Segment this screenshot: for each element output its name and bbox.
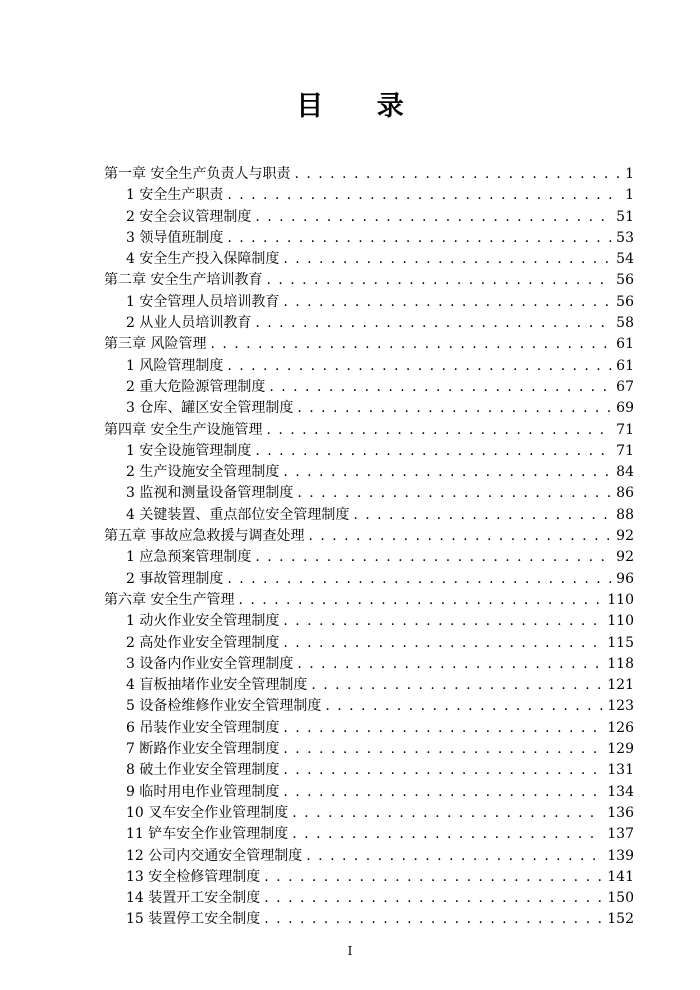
dot-leader: [227, 185, 620, 206]
dot-leader: [255, 313, 612, 334]
toc-item-row[interactable]: [104, 846, 634, 867]
toc-page-number: 118: [607, 655, 634, 672]
toc-entry-text: 4 安全生产投入保障制度: [126, 251, 280, 268]
toc-page-number: 134: [607, 783, 634, 800]
toc-page-number: 58: [616, 315, 634, 332]
dot-leader: [297, 654, 603, 675]
toc-page-number: 126: [607, 719, 634, 736]
toc-entry-text: 第五章 事故应急救援与调查处理: [104, 528, 305, 545]
toc-item-row[interactable]: [104, 356, 634, 377]
toc-page-number: 53: [616, 229, 634, 246]
toc-entry-text: 7 断路作业安全管理制度: [126, 741, 280, 758]
toc-item-row[interactable]: [104, 909, 634, 930]
toc-page-number: 131: [607, 762, 634, 779]
toc-page-number: 1: [625, 187, 634, 204]
toc-item-row[interactable]: [104, 207, 634, 228]
toc-page-number: 61: [616, 336, 634, 353]
toc-entry-text: 第二章 安全生产培训教育: [104, 272, 263, 289]
dot-leader: [294, 164, 620, 185]
dot-leader: [266, 270, 612, 291]
toc-page-number: 51: [616, 208, 634, 225]
toc-chapter-row[interactable]: [104, 590, 634, 611]
dot-leader: [292, 803, 603, 824]
dot-leader: [297, 398, 612, 419]
toc-page-number: 56: [616, 272, 634, 289]
toc-item-row[interactable]: [104, 675, 634, 696]
toc-item-row[interactable]: [104, 569, 634, 590]
toc-item-row[interactable]: [104, 249, 634, 270]
toc-entry-text: 2 生产设施安全管理制度: [126, 464, 280, 481]
dot-leader: [269, 377, 612, 398]
dot-leader: [306, 846, 603, 867]
dot-leader: [227, 356, 612, 377]
page-number-footer: I: [347, 944, 353, 958]
toc-item-row[interactable]: [104, 547, 634, 568]
toc-page-number: 110: [607, 613, 634, 630]
dot-leader: [283, 633, 603, 654]
toc-entry-text: 1 动火作业安全管理制度: [126, 613, 280, 630]
toc-page-number: 54: [616, 251, 634, 268]
page-title: 目 录: [296, 91, 426, 122]
toc-item-row[interactable]: [104, 462, 634, 483]
toc-entry-text: 2 高处作业安全管理制度: [126, 634, 280, 651]
toc-entry-text: 2 安全会议管理制度: [126, 208, 252, 225]
toc-entry-text: 1 安全生产职责: [126, 187, 224, 204]
toc-chapter-row[interactable]: [104, 334, 634, 355]
toc-page-number: 115: [607, 634, 634, 651]
toc-entry-text: 14 装置开工安全制度: [126, 890, 261, 907]
toc-page-number: 56: [616, 293, 634, 310]
toc-page-number: 121: [607, 677, 634, 694]
toc-entry-text: 4 盲板抽堵作业安全管理制度: [126, 677, 308, 694]
toc-page-number: 96: [616, 570, 634, 587]
toc-item-row[interactable]: [104, 824, 634, 845]
toc-page-number: 71: [616, 442, 634, 459]
dot-leader: [255, 441, 612, 462]
toc-page-number: 71: [616, 421, 634, 438]
dot-leader: [283, 249, 612, 270]
toc-page-number: 84: [616, 464, 634, 481]
dot-leader: [283, 782, 603, 803]
table-of-contents: [104, 164, 634, 931]
toc-item-row[interactable]: [104, 398, 634, 419]
toc-entry-text: 1 风险管理制度: [126, 357, 224, 374]
toc-item-row[interactable]: [104, 888, 634, 909]
toc-entry-text: 2 重大危险源管理制度: [126, 378, 266, 395]
toc-page-number: 88: [616, 506, 634, 523]
toc-entry-text: 第四章 安全生产设施管理: [104, 421, 263, 438]
toc-item-row[interactable]: [104, 611, 634, 632]
dot-leader: [264, 888, 603, 909]
toc-entry-text: 1 安全管理人员培训教育: [126, 293, 280, 310]
toc-item-row[interactable]: [104, 760, 634, 781]
toc-entry-text: 12 公司内交通安全管理制度: [126, 847, 303, 864]
toc-entry-text: 3 设备内作业安全管理制度: [126, 655, 294, 672]
toc-page-number: 61: [616, 357, 634, 374]
toc-item-row[interactable]: [104, 633, 634, 654]
toc-page-number: 136: [607, 804, 634, 821]
toc-page-number: 129: [607, 741, 634, 758]
dot-leader: [266, 420, 612, 441]
toc-entry-text: 3 领导值班制度: [126, 229, 224, 246]
toc-entry-text: 4 关键装置、重点部位安全管理制度: [126, 506, 350, 523]
toc-page-number: 152: [607, 911, 634, 928]
toc-entry-text: 3 仓库、罐区安全管理制度: [126, 400, 294, 417]
dot-leader: [227, 569, 612, 590]
dot-leader: [264, 909, 603, 930]
toc-chapter-row[interactable]: [104, 270, 634, 291]
toc-entry-text: 11 铲车安全作业管理制度: [126, 826, 289, 843]
toc-chapter-row[interactable]: [104, 526, 634, 547]
toc-entry-text: 15 装置停工安全制度: [126, 911, 261, 928]
dot-leader: [283, 611, 603, 632]
toc-item-row[interactable]: [104, 292, 634, 313]
toc-page-number: 139: [607, 847, 634, 864]
toc-entry-text: 2 从业人员培训教育: [126, 315, 252, 332]
toc-entry-text: 第六章 安全生产管理: [104, 591, 235, 608]
toc-entry-text: 13 安全检修管理制度: [126, 868, 261, 885]
toc-item-row[interactable]: [104, 654, 634, 675]
toc-page-number: 92: [616, 549, 634, 566]
toc-item-row[interactable]: [104, 867, 634, 888]
toc-page-number: 86: [616, 485, 634, 502]
toc-page-number: 69: [616, 400, 634, 417]
dot-leader: [283, 718, 603, 739]
dot-leader: [283, 739, 603, 760]
toc-entry-text: 8 破土作业安全管理制度: [126, 762, 280, 779]
dot-leader: [325, 696, 603, 717]
dot-leader: [292, 824, 603, 845]
toc-page-number: 110: [607, 591, 634, 608]
toc-page-number: 123: [607, 698, 634, 715]
dot-leader: [311, 675, 603, 696]
toc-entry-text: 1 应急预案管理制度: [126, 549, 252, 566]
toc-item-row[interactable]: [104, 483, 634, 504]
toc-entry-text: 3 监视和测量设备管理制度: [126, 485, 294, 502]
toc-item-row[interactable]: [104, 185, 634, 206]
toc-item-row[interactable]: [104, 228, 634, 249]
toc-entry-text: 第一章 安全生产负责人与职责: [104, 166, 291, 182]
toc-page-number: 141: [607, 868, 634, 885]
toc-entry-text: 6 吊装作业安全管理制度: [126, 719, 280, 736]
toc-item-row[interactable]: [104, 313, 634, 334]
toc-entry-text: 2 事故管理制度: [126, 570, 224, 587]
toc-item-row[interactable]: [104, 441, 634, 462]
toc-item-row[interactable]: [104, 739, 634, 760]
toc-page-number: 137: [607, 826, 634, 843]
dot-leader: [283, 760, 603, 781]
dot-leader: [264, 867, 603, 888]
toc-chapter-row[interactable]: [104, 420, 634, 441]
toc-item-row[interactable]: [104, 377, 634, 398]
toc-entry-text: 1 安全设施管理制度: [126, 442, 252, 459]
dot-leader: [255, 207, 612, 228]
toc-page-number: 1: [625, 166, 634, 182]
toc-entry-text: 9 临时用电作业管理制度: [126, 783, 280, 800]
toc-page-number: 150: [607, 890, 634, 907]
toc-item-row[interactable]: [104, 696, 634, 717]
dot-leader: [210, 334, 612, 355]
dot-leader: [353, 505, 612, 526]
dot-leader: [227, 228, 612, 249]
toc-page-number: 92: [616, 528, 634, 545]
toc-entry-text: 5 设备检维修作业安全管理制度: [126, 698, 322, 715]
toc-entry-text: 10 叉车安全作业管理制度: [126, 804, 289, 821]
dot-leader: [255, 547, 612, 568]
dot-leader: [283, 292, 612, 313]
toc-page-number: 67: [616, 378, 634, 395]
toc-entry-text: 第三章 风险管理: [104, 336, 207, 353]
dot-leader: [297, 483, 612, 504]
toc-item-row[interactable]: [104, 718, 634, 739]
toc-item-row[interactable]: [104, 782, 634, 803]
dot-leader: [238, 590, 603, 611]
toc-item-row[interactable]: [104, 505, 634, 526]
dot-leader: [308, 526, 612, 547]
toc-chapter-row[interactable]: [104, 164, 634, 185]
dot-leader: [283, 462, 612, 483]
toc-item-row[interactable]: [104, 803, 634, 824]
